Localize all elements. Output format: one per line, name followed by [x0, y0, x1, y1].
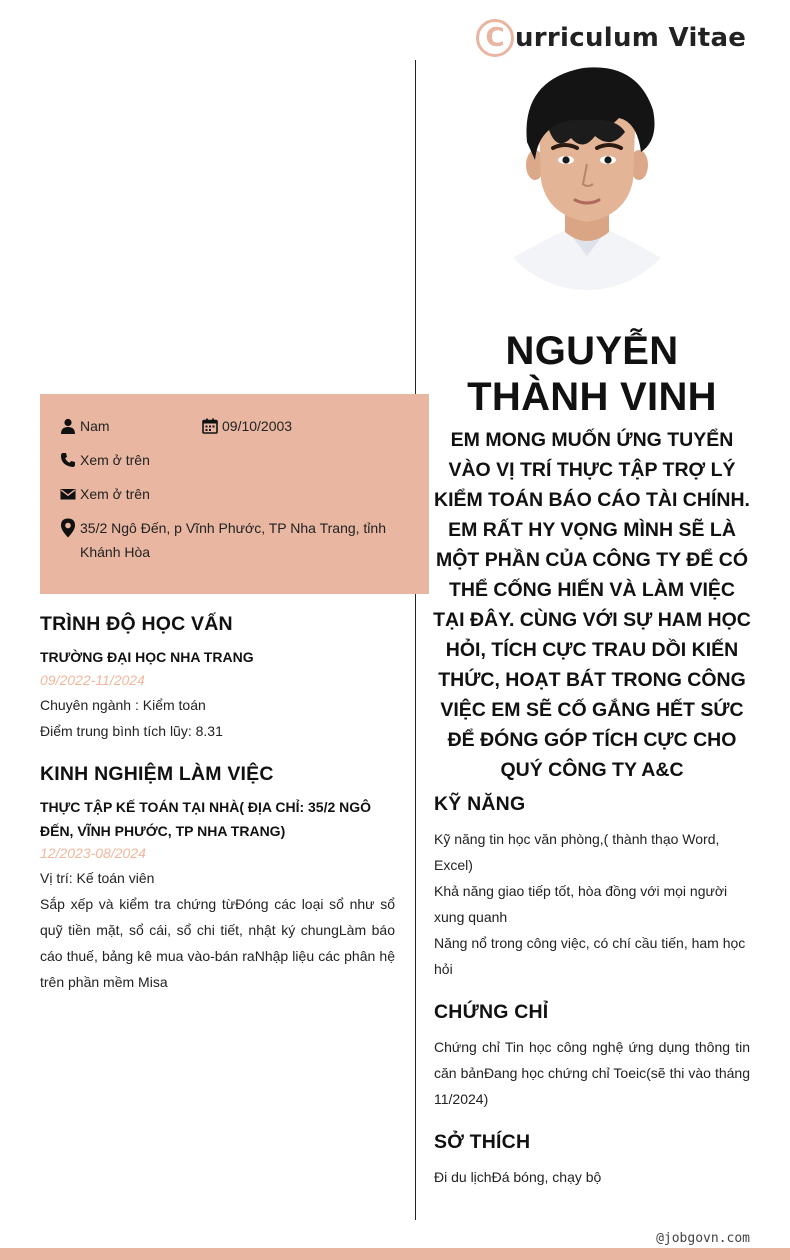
- gender-row: [60, 414, 110, 438]
- skills-heading: KỸ NĂNG: [434, 793, 526, 815]
- phone-row: [60, 448, 150, 472]
- experience-description: Sắp xếp và kiểm tra chứng từĐóng các loại sổ như sổ quỹ tiền mặt, sổ cái, sổ chi tiết, nhật ký chungLàm báo cáo thuế, bảng kê mua vào-bán raNhập liệu các phân hệ trên phần mềm Misa: [40, 896, 395, 990]
- logo-text: urriculum Vitae: [515, 23, 747, 53]
- envelope-icon: [60, 486, 76, 502]
- birthday-value: 09/10/2003: [222, 418, 293, 434]
- certificates-heading: CHỨNG CHỈ: [434, 1001, 549, 1023]
- education-gpa: Điểm trung bình tích lũy: 8.31: [40, 723, 223, 739]
- education-period: 09/2022-11/2024: [40, 672, 145, 688]
- email-value: Xem ở trên: [80, 486, 150, 502]
- hobbies-text: Đi du lịchĐá bóng, chạy bộ: [434, 1169, 602, 1185]
- education-school: TRƯỜNG ĐẠI HỌC NHA TRANG: [40, 649, 254, 665]
- gender-value: Nam: [80, 418, 110, 434]
- profile-photo: [487, 60, 687, 290]
- address-value: 35/2 Ngô Đến, p Vĩnh Phước, TP Nha Trang, tỉnh Khánh Hòa: [80, 520, 386, 560]
- education-major: Chuyên ngành : Kiểm toán: [40, 697, 206, 713]
- skill-item: Kỹ năng tin học văn phòng,( thành thạo Word, Excel): [434, 831, 720, 873]
- birthday-row: [202, 414, 292, 438]
- phone-value: Xem ở trên: [80, 452, 150, 468]
- experience-position: THỰC TẬP KẾ TOÁN TẠI NHÀ( ĐỊA CHỈ: 35/2 NGÔ ĐẾN, VĨNH PHƯỚC, TP NHA TRANG): [40, 799, 372, 839]
- experience-heading: KINH NGHIỆM LÀM VIỆC: [40, 763, 274, 785]
- contact-info-box: [40, 394, 429, 594]
- watermark-text: @jobgovn.com: [656, 1231, 750, 1246]
- experience-period: 12/2023-08/2024: [40, 845, 146, 861]
- phone-icon: [60, 452, 76, 468]
- education-heading: TRÌNH ĐỘ HỌC VẤN: [40, 613, 233, 635]
- calendar-icon: [202, 418, 218, 434]
- cv-logo: [476, 18, 746, 58]
- certificates-text: Chứng chỉ Tin học công nghệ ứng dụng thông tin căn bảnĐang học chứng chỉ Toeic(sẽ thi vào tháng 11/2024): [434, 1039, 750, 1107]
- candidate-name: NGUYỄN THÀNH VINH: [467, 329, 717, 419]
- location-pin-icon: [60, 518, 76, 538]
- skill-item: Khả năng giao tiếp tốt, hòa đồng với mọi người xung quanh: [434, 883, 728, 925]
- address-row: [60, 516, 390, 564]
- skill-item: Năng nổ trong công việc, có chí cầu tiến, ham học hỏi: [434, 935, 746, 977]
- hobbies-heading: SỞ THÍCH: [434, 1131, 531, 1153]
- person-icon: [60, 418, 76, 434]
- logo-letter: C: [476, 19, 514, 57]
- email-row: [60, 482, 150, 506]
- bottom-accent-bar: [0, 1248, 790, 1260]
- career-objective: EM MONG MUỐN ỨNG TUYỂN VÀO VỊ TRÍ THỰC TẬP TRỢ LÝ KIỂM TOÁN BÁO CÁO TÀI CHÍNH. EM RẤT HY VỌNG MÌNH SẼ LÀ MỘT PHẦN CỦA CÔNG TY ĐỂ CÓ THỂ CỐNG HIẾN VÀ LÀM VIỆC TẠI ĐÂY. CÙNG VỚI SỰ HAM HỌC HỎI, TÍCH CỰC TRAU DỒI KIẾN THỨC, HOẠT BÁT TRONG CÔNG VIỆC EM SẼ CỐ GẮNG HẾT SỨC ĐỂ ĐÓNG GÓP TÍCH CỰC CHO QUÝ CÔNG TY A&C: [433, 429, 751, 781]
- column-divider: [415, 60, 416, 1220]
- experience-role: Vị trí: Kế toán viên: [40, 870, 155, 886]
